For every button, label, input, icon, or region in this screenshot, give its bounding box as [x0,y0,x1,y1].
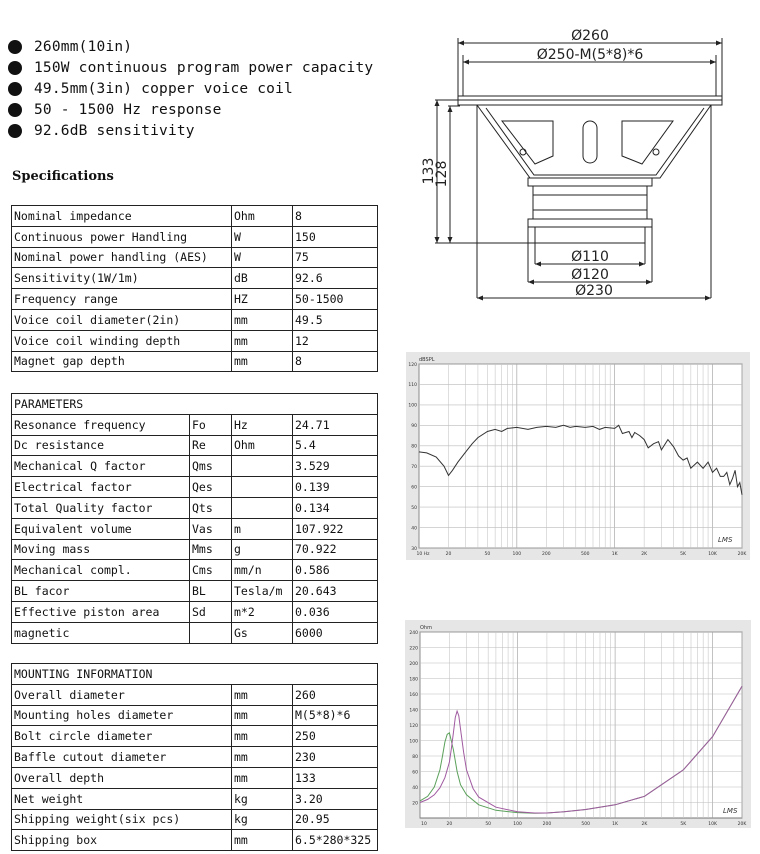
spec-value: 92.6 [293,268,378,289]
x-tick-label: 5K [680,822,687,827]
y-tick-label: 30 [411,546,417,552]
specifications-table [11,205,378,372]
param-symbol: Qts [190,497,232,518]
param-value: 0.586 [293,560,378,581]
top-plate [528,178,652,186]
frequency-response-chart [406,352,750,560]
dim-label-120: Ø120 [571,267,609,283]
x-tick-label: 200 [542,822,552,827]
bullet-icon [8,40,22,54]
spec-value: 49.5 [293,309,378,330]
bottom-plate [528,219,652,227]
table-row [12,268,378,289]
table-row [12,705,378,726]
table-row [12,622,378,643]
dim-label-230: Ø230 [575,283,613,299]
dim-label-holes: Ø250-M(5*8)*6 [536,47,644,63]
param-value: 70.922 [293,539,378,560]
param-value: 6000 [293,622,378,643]
feature-item [8,36,373,57]
y-tick-label: 120 [408,362,417,368]
spec-unit: W [232,226,293,247]
y-tick-label: 20 [412,801,418,807]
table-row [12,518,378,539]
mount-name: Shipping box [12,830,232,851]
mount-name: Net weight [12,788,232,809]
spec-name: Nominal impedance [12,206,232,227]
y-tick-label: 220 [409,646,418,652]
spec-name: Sensitivity(1W/1m) [12,268,232,289]
x-tick-label: 500 [581,822,591,827]
y-tick-label: 40 [412,785,418,791]
table-row [12,456,378,477]
param-symbol: Re [190,435,232,456]
spec-name: Continuous power Handling [12,226,232,247]
mount-unit: mm [232,726,293,747]
table-row [12,560,378,581]
table-row [12,477,378,498]
y-tick-label: 60 [411,485,417,491]
param-symbol: Mms [190,539,232,560]
param-unit [232,497,293,518]
x-tick-label: 20 [446,822,453,827]
basket-window [502,121,553,164]
feature-list [8,36,373,141]
table-row [12,289,378,310]
table-row [12,414,378,435]
mount-unit: mm [232,684,293,705]
feature-item [8,99,373,120]
y-axis-label: dBSPL [419,357,435,363]
x-tick-label: 100 [513,822,522,827]
x-tick-label: 10 [421,822,427,827]
bullet-icon [8,124,22,138]
feature-item [8,57,373,78]
y-tick-label: 120 [409,723,418,729]
mount-name: Bolt circle diameter [12,726,232,747]
param-unit: Gs [232,622,293,643]
feature-text: 260mm(10in) [34,38,133,55]
feature-text: 50 - 1500 Hz response [34,101,222,118]
param-name: Electrical factor [12,477,190,498]
mount-unit: kg [232,809,293,830]
watermark: LMS [718,536,733,544]
x-tick-label: 10K [708,822,717,827]
x-tick-label: 50 [485,822,492,827]
parameters-header: PARAMETERS [12,394,378,415]
mount-value: 260 [293,684,378,705]
mount-value: 3.20 [293,788,378,809]
mount-unit: kg [232,788,293,809]
param-name: Mechanical compl. [12,560,190,581]
param-unit [232,456,293,477]
table-row [12,767,378,788]
mount-value: 6.5*280*325 [293,830,378,851]
mount-unit: mm [232,830,293,851]
param-name: Moving mass [12,539,190,560]
table-row [12,351,378,372]
table-row [12,830,378,851]
table-row [12,809,378,830]
dim-label-128: 128 [434,160,450,188]
x-tick-label: 10 Hz [416,552,430,557]
param-name: Resonance frequency [12,414,190,435]
x-tick-label: 2K [641,552,648,557]
basket-slot [583,121,597,163]
y-tick-label: 200 [409,661,418,667]
x-tick-label: 20 [445,552,452,557]
y-axis-label: Ohm [420,625,432,631]
param-symbol: Qms [190,456,232,477]
x-tick-label: 1K [611,552,618,557]
mount-name: Shipping weight(six pcs) [12,809,232,830]
param-unit: m*2 [232,601,293,622]
spec-unit: mm [232,351,293,372]
y-tick-label: 100 [409,739,418,745]
x-tick-label: 20K [737,822,747,827]
spec-value: 150 [293,226,378,247]
spec-name: Voice coil winding depth [12,330,232,351]
spec-value: 12 [293,330,378,351]
screw-hole [653,149,659,155]
param-unit: Hz [232,414,293,435]
table-row [12,226,378,247]
speaker-dimension-drawing [412,20,732,310]
table-row [12,247,378,268]
param-symbol: BL [190,581,232,602]
spec-unit: mm [232,309,293,330]
table-row [12,581,378,602]
y-tick-label: 100 [408,403,417,409]
spec-name: Voice coil diameter(2in) [12,309,232,330]
param-name: Effective piston area [12,601,190,622]
y-tick-label: 60 [412,770,418,776]
dim-label-260: Ø260 [571,28,609,44]
mount-unit: mm [232,767,293,788]
spec-value: 75 [293,247,378,268]
mounting-table [11,663,378,851]
x-tick-label: 2K [641,822,648,827]
y-tick-label: 50 [411,505,417,511]
mount-name: Overall diameter [12,684,232,705]
param-symbol: Fo [190,414,232,435]
dim-label-133: 133 [421,157,437,185]
spec-value: 8 [293,351,378,372]
spec-unit: dB [232,268,293,289]
x-tick-label: 20K [737,552,747,557]
param-value: 107.922 [293,518,378,539]
feature-text: 92.6dB sensitivity [34,122,195,139]
param-value: 24.71 [293,414,378,435]
spec-unit: Ohm [232,206,293,227]
y-tick-label: 110 [408,383,417,389]
y-tick-label: 180 [409,677,418,683]
param-value: 0.139 [293,477,378,498]
param-name: magnetic [12,622,190,643]
table-row [12,330,378,351]
param-unit [232,477,293,498]
x-tick-label: 100 [512,552,522,557]
mount-value: 250 [293,726,378,747]
mount-name: Mounting holes diameter [12,705,232,726]
mount-unit: mm [232,705,293,726]
basket-inner [486,108,704,175]
param-value: 0.134 [293,497,378,518]
feature-text: 150W continuous program power capacity [34,59,374,76]
y-tick-label: 90 [411,424,417,430]
mount-value: 230 [293,747,378,768]
watermark: LMS [723,807,738,815]
pole-piece [535,227,645,243]
param-name: Mechanical Q factor [12,456,190,477]
param-unit: m [232,518,293,539]
magnet [533,186,647,219]
feature-text: 49.5mm(3in) copper voice coil [34,80,293,97]
spec-unit: mm [232,330,293,351]
x-tick-label: 50 [484,552,491,557]
spec-name: Nominal power handling (AES) [12,247,232,268]
table-row [12,788,378,809]
param-unit: Ohm [232,435,293,456]
specifications-title: Specifications [12,169,114,184]
table-row [12,497,378,518]
y-tick-label: 140 [409,708,418,714]
param-name: Total Quality factor [12,497,190,518]
x-tick-label: 5K [680,552,687,557]
param-value: 5.4 [293,435,378,456]
param-symbol: Sd [190,601,232,622]
x-tick-label: 10K [708,552,717,557]
table-row [12,206,378,227]
impedance-chart [405,620,751,828]
table-row [12,747,378,768]
bullet-icon [8,103,22,117]
x-tick-label: 1K [612,822,619,827]
table-header-row [12,394,378,415]
y-tick-label: 80 [411,444,417,450]
param-symbol: Cms [190,560,232,581]
mounting-header: MOUNTING INFORMATION [12,664,378,685]
mount-value: M(5*8)*6 [293,705,378,726]
bullet-icon [8,82,22,96]
screw-hole [520,149,526,155]
param-unit: mm/n [232,560,293,581]
y-tick-label: 240 [409,630,418,636]
param-value: 3.529 [293,456,378,477]
feature-item [8,120,373,141]
feature-item [8,78,373,99]
x-tick-label: 500 [580,552,590,557]
param-symbol [190,622,232,643]
spec-value: 50-1500 [293,289,378,310]
param-name: Equivalent volume [12,518,190,539]
param-symbol: Vas [190,518,232,539]
table-row [12,726,378,747]
spec-name: Frequency range [12,289,232,310]
table-row [12,601,378,622]
y-tick-label: 80 [412,754,418,760]
param-name: Dc resistance [12,435,190,456]
param-value: 20.643 [293,581,378,602]
y-tick-label: 70 [411,465,417,471]
table-row [12,309,378,330]
table-row [12,539,378,560]
y-tick-label: 40 [411,526,417,532]
param-symbol: Qes [190,477,232,498]
param-value: 0.036 [293,601,378,622]
spec-unit: HZ [232,289,293,310]
table-row [12,684,378,705]
dim-label-110: Ø110 [571,249,609,265]
mount-value: 20.95 [293,809,378,830]
spec-name: Magnet gap depth [12,351,232,372]
bullet-icon [8,61,22,75]
spec-unit: W [232,247,293,268]
plot-area [419,364,742,548]
basket-outline [477,105,711,178]
parameters-table [11,393,378,644]
mount-name: Baffle cutout diameter [12,747,232,768]
table-header-row [12,664,378,685]
param-unit: Tesla/m [232,581,293,602]
x-tick-label: 200 [542,552,551,557]
basket-window [622,121,673,164]
mount-value: 133 [293,767,378,788]
mount-name: Overall depth [12,767,232,788]
y-tick-label: 160 [409,692,418,698]
param-unit: g [232,539,293,560]
table-row [12,435,378,456]
param-name: BL facor [12,581,190,602]
spec-value: 8 [293,206,378,227]
mount-unit: mm [232,747,293,768]
